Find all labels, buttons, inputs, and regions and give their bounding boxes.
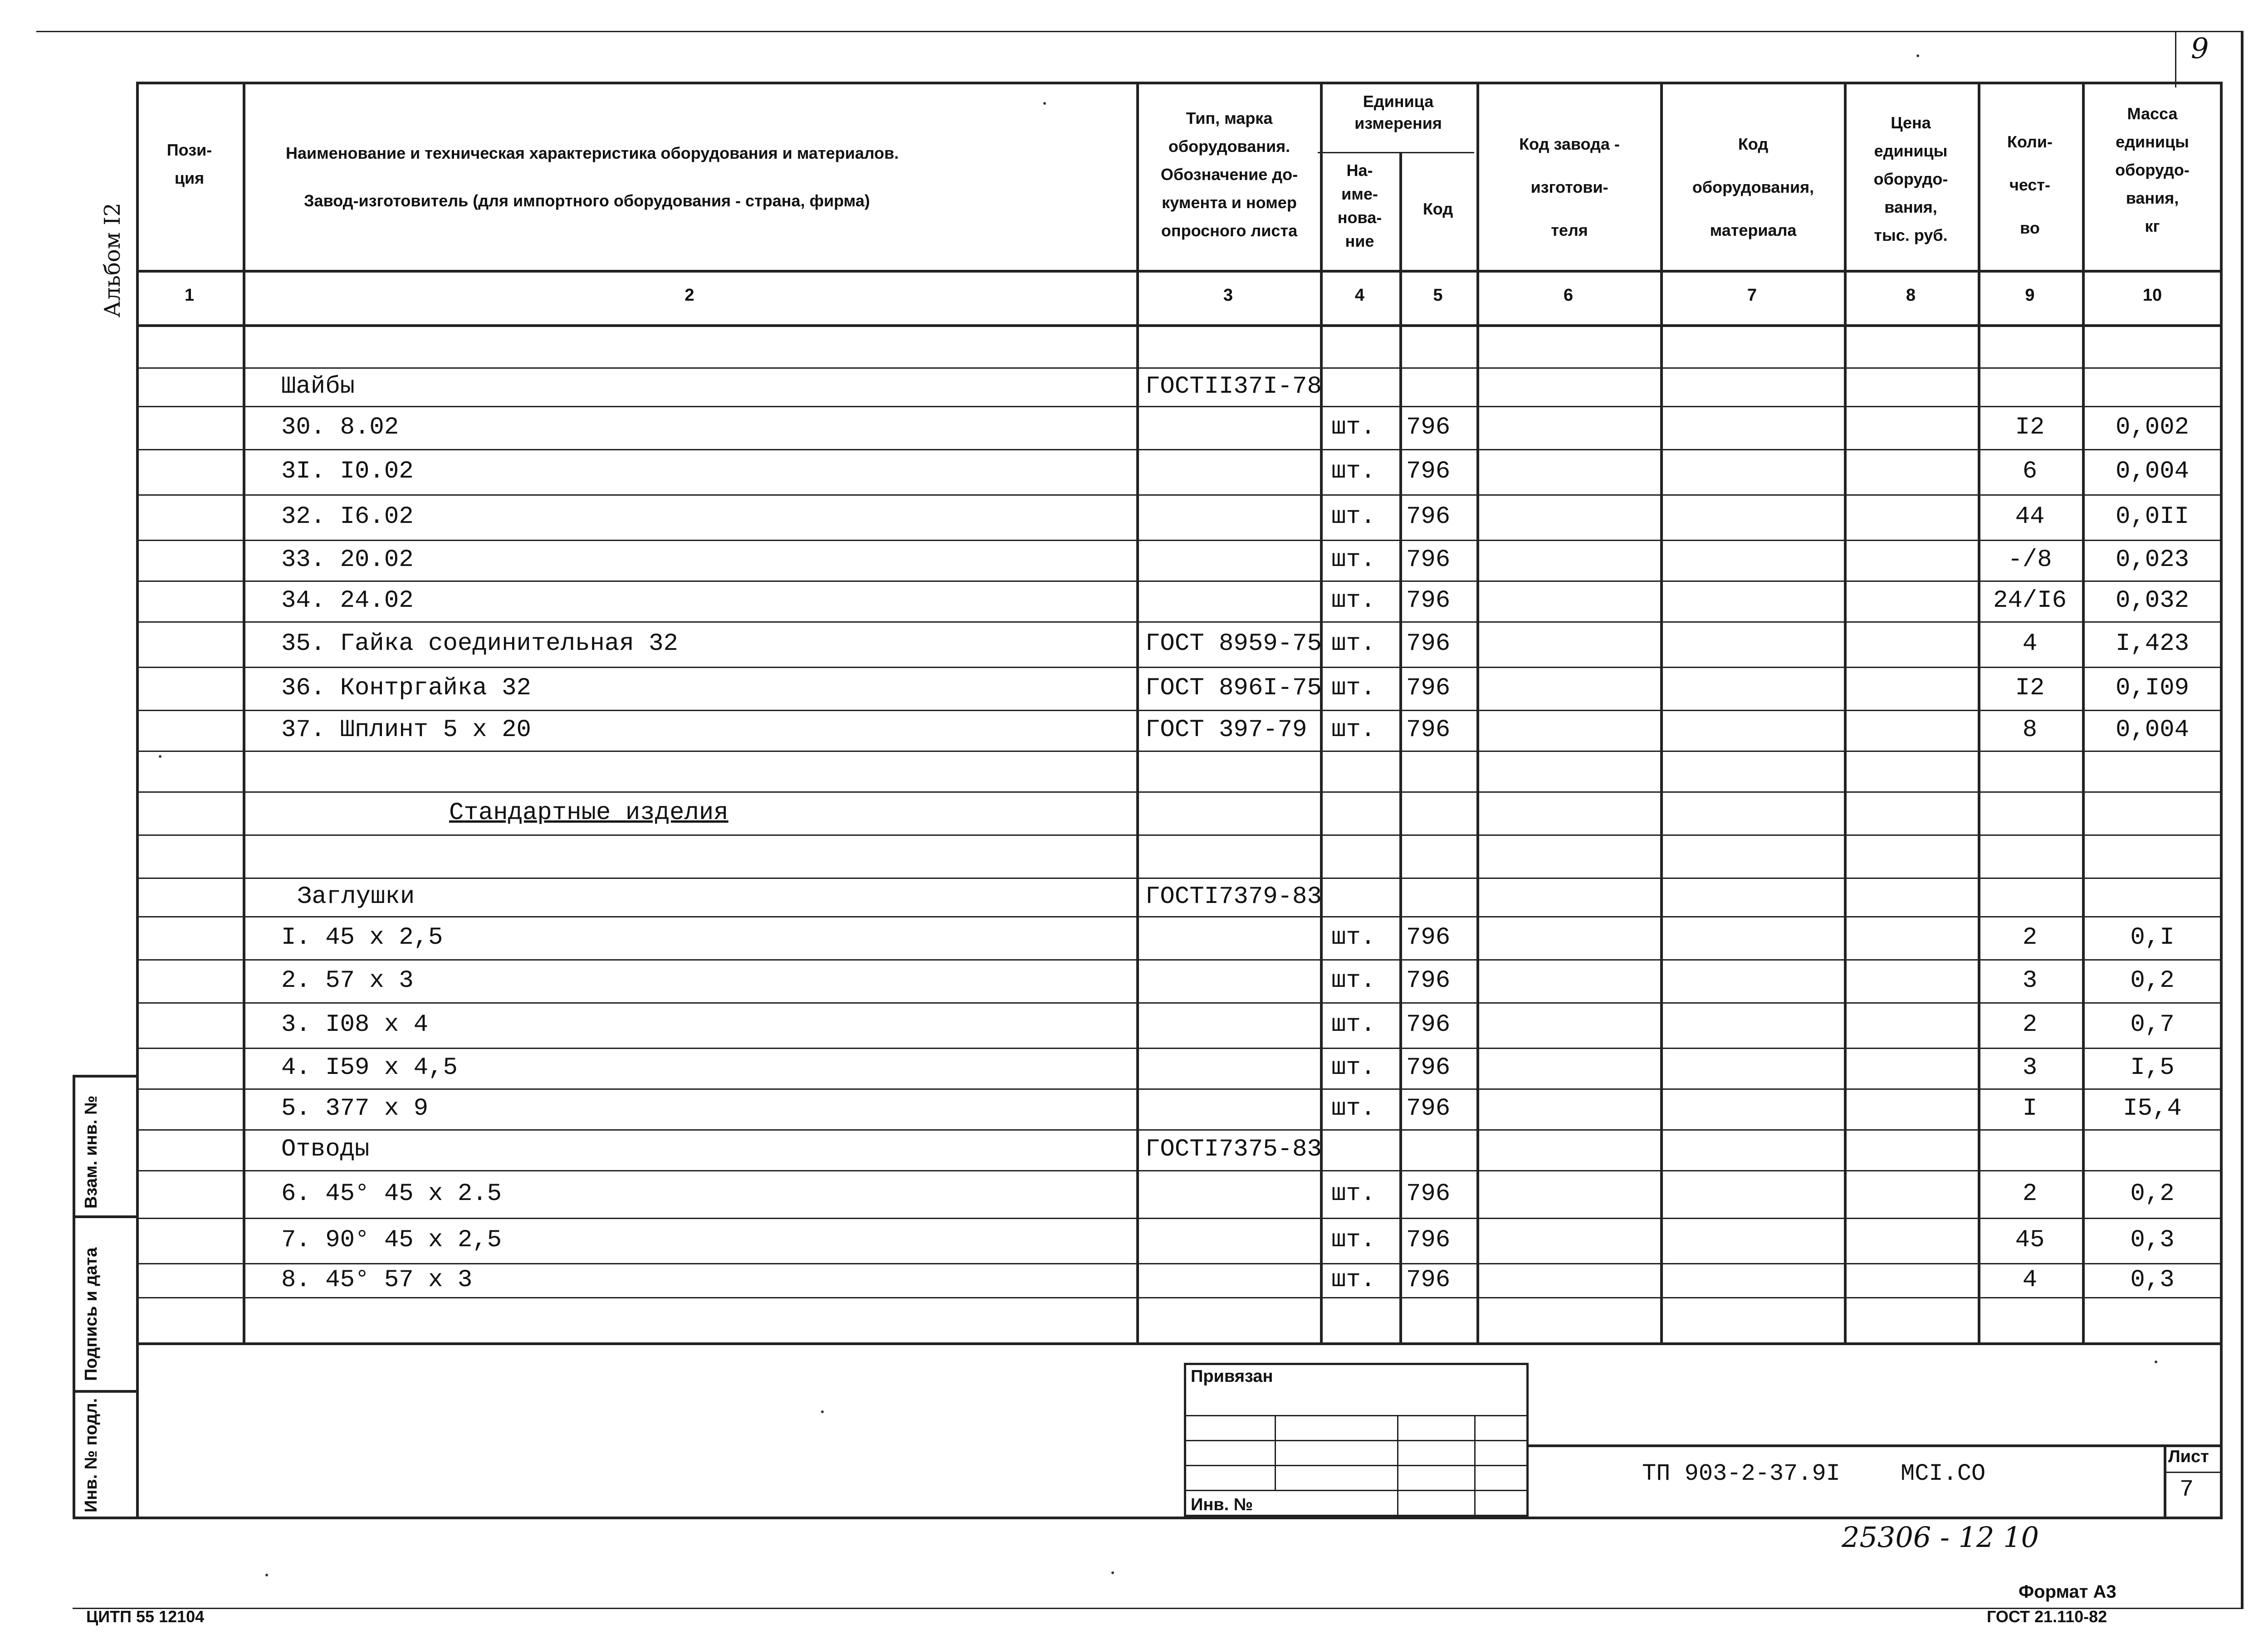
row-unit: шт. <box>1331 716 1376 744</box>
hdr-col9-line3: во <box>2020 219 2040 237</box>
row-mass: 0,3 <box>2130 1226 2175 1254</box>
col-line-9 <box>2082 82 2085 1342</box>
col-line-7 <box>1844 82 1847 1342</box>
hdr-col8-line2: единицы <box>1874 141 1948 160</box>
row-unit: шт. <box>1331 630 1376 658</box>
hdr-col4-line1: На- <box>1346 161 1373 180</box>
col-line-5 <box>1476 82 1479 1342</box>
row-mass: 0,2 <box>2130 1180 2175 1208</box>
row-code: 796 <box>1406 716 1451 744</box>
row-doc: ГОСТII37I-78 <box>1145 372 1322 400</box>
scan-speck <box>265 1574 268 1576</box>
hdr-unit-line1: Единица <box>1363 92 1434 111</box>
side-strip-bottom <box>73 1517 136 1519</box>
row-code: 796 <box>1406 966 1451 995</box>
row-name: Стандартные изделия <box>449 799 728 827</box>
row-name: 4. I59 х 4,5 <box>281 1054 458 1082</box>
stamp-line-2 <box>1184 1440 1529 1441</box>
row-unit: шт. <box>1331 1266 1376 1294</box>
col-line-6 <box>1660 82 1663 1342</box>
row-unit: шт. <box>1331 413 1376 441</box>
row-unit: шт. <box>1331 458 1376 485</box>
row-name: 8. 45° 57 х 3 <box>281 1266 473 1294</box>
colnum-3: 3 <box>1223 286 1233 305</box>
top-rule <box>36 31 2241 32</box>
row-line <box>136 540 2223 541</box>
row-name: 7. 90° 45 х 2,5 <box>281 1226 502 1254</box>
row-line <box>136 834 2223 836</box>
row-code: 796 <box>1406 458 1451 485</box>
colnum-7: 7 <box>1747 286 1757 305</box>
hdr-col6 <box>1479 122 1660 252</box>
sheet-number: 7 <box>2180 1476 2194 1503</box>
hdr-col10-line5: кг <box>2145 217 2160 235</box>
row-name: 36. Контргайка 32 <box>281 674 531 702</box>
row-code: 796 <box>1406 674 1451 702</box>
colnum-bottom-line <box>136 324 2223 327</box>
hdr-col10-line3: оборудо- <box>2115 161 2190 179</box>
row-line <box>136 1218 2223 1219</box>
row-name: 34. 24.02 <box>281 587 414 615</box>
row-line <box>136 1129 2223 1131</box>
bottom-right-label: ГОСТ 21.110-82 <box>1987 1607 2107 1626</box>
hdr-col2 <box>286 129 1134 224</box>
row-doc: ГОСТI7379-83 <box>1145 883 1322 911</box>
row-unit: шт. <box>1331 923 1376 951</box>
hdr-unit-line2: измерения <box>1354 114 1442 132</box>
col-line-4 <box>1399 152 1402 1342</box>
hdr-col10-line2: единицы <box>2116 132 2189 151</box>
doc-mark: МСI.СО <box>1901 1460 1986 1487</box>
sheet-box-divider <box>2164 1472 2223 1473</box>
row-line <box>136 791 2223 793</box>
row-mass: 0,7 <box>2130 1011 2175 1039</box>
table-bottom-line <box>136 1342 2223 1345</box>
row-line <box>136 621 2223 623</box>
colnum-10: 10 <box>2142 286 2162 305</box>
hdr-col1-line1: Пози- <box>166 141 212 159</box>
hdr-col7-line1: Код <box>1738 135 1769 153</box>
row-mass: I,423 <box>2115 630 2190 658</box>
hdr-col10 <box>2082 100 2223 240</box>
hdr-col4-line3: нова- <box>1337 208 1382 227</box>
row-name: 2. 57 х 3 <box>281 966 414 995</box>
hdr-col3-line1: Тип, марка <box>1186 109 1273 127</box>
row-qty: 2 <box>2022 923 2038 951</box>
hdr-col7-line2: оборудования, <box>1692 178 1814 196</box>
row-mass: 0,032 <box>2115 587 2190 615</box>
row-unit: шт. <box>1331 674 1376 702</box>
hdr-col3-line4: кумента и номер <box>1162 193 1297 212</box>
row-qty: 8 <box>2022 716 2038 744</box>
bottom-left-label: ЦИТП 55 12104 <box>86 1607 205 1626</box>
hdr-unit-group <box>1320 91 1476 134</box>
row-unit: шт. <box>1331 966 1376 995</box>
hdr-col6-line2: изготови- <box>1530 178 1608 196</box>
row-doc: ГОСТ 896I-75 <box>1145 674 1322 702</box>
row-line <box>136 878 2223 879</box>
hdr-col7-line3: материала <box>1710 221 1797 239</box>
sheet-label: Лист <box>2168 1447 2209 1466</box>
row-unit: шт. <box>1331 587 1376 615</box>
row-line <box>136 1048 2223 1049</box>
row-name: Шайбы <box>281 372 355 400</box>
hdr-col9-line2: чест- <box>2009 176 2051 194</box>
colnum-6: 6 <box>1563 286 1574 305</box>
hdr-col10-line1: Масса <box>2127 104 2178 123</box>
hdr-col3 <box>1139 104 1320 245</box>
row-unit: шт. <box>1331 546 1376 574</box>
hdr-col4-line4: ние <box>1345 232 1374 250</box>
row-line <box>136 580 2223 582</box>
row-code: 796 <box>1406 1266 1451 1294</box>
row-mass: 0,004 <box>2115 716 2190 744</box>
row-mass: 0,2 <box>2130 966 2175 995</box>
row-code: 796 <box>1406 1095 1451 1122</box>
side-strip-left <box>73 1075 75 1519</box>
row-mass: I,5 <box>2130 1054 2175 1082</box>
bottom-rule <box>73 1608 2241 1609</box>
row-unit: шт. <box>1331 1011 1376 1039</box>
hdr-col4 <box>1320 159 1399 253</box>
colnum-9: 9 <box>2025 286 2035 305</box>
hdr-col4-line2: име- <box>1341 185 1378 203</box>
hdr-col9 <box>1978 120 2082 249</box>
row-name: 32. I6.02 <box>281 503 414 531</box>
row-unit: шт. <box>1331 1054 1376 1082</box>
scan-speck <box>1111 1571 1114 1574</box>
doc-code: ТП 903-2-37.9I <box>1642 1460 1840 1487</box>
hdr-col2-line2: Завод-изготовитель (для импортного оборудования - страна, фирма) <box>304 191 870 210</box>
colnum-1: 1 <box>184 286 195 305</box>
row-line <box>136 1170 2223 1171</box>
row-line <box>136 406 2223 407</box>
hdr-col3-line5: опросного листа <box>1161 221 1298 240</box>
hdr-col10-line4: вания, <box>2126 189 2179 207</box>
hdr-col5: Код <box>1422 200 1453 218</box>
frame-right-outer <box>2241 31 2244 1609</box>
sheet-box-left <box>2164 1444 2166 1517</box>
row-code: 796 <box>1406 587 1451 615</box>
hdr-col8-line4: вания, <box>1884 198 1937 216</box>
col-line-8 <box>1978 82 1980 1342</box>
hdr-col8-line1: Цена <box>1891 113 1931 132</box>
row-name: I. 45 х 2,5 <box>281 923 443 951</box>
row-unit: шт. <box>1331 503 1376 531</box>
row-code: 796 <box>1406 1180 1451 1208</box>
side-label-inventory: Инв. № подл. <box>82 1398 101 1512</box>
row-line <box>136 1297 2223 1298</box>
row-qty: -/8 <box>2008 546 2052 574</box>
row-name: 3I. I0.02 <box>281 458 414 485</box>
hdr-col1 <box>136 136 243 192</box>
title-block-top <box>1529 1444 2223 1447</box>
stamp-vline-3 <box>1474 1415 1476 1517</box>
handwritten-number: 25306 - 12 10 <box>1842 1521 2039 1554</box>
col-line-2 <box>1136 82 1139 1342</box>
row-mass: 0,I09 <box>2115 674 2190 702</box>
header-bottom-line <box>136 270 2223 273</box>
row-name: Заглушки <box>297 883 415 911</box>
row-code: 796 <box>1406 923 1451 951</box>
row-doc: ГОСТ 397-79 <box>1145 716 1307 744</box>
row-name: 6. 45° 45 х 2.5 <box>281 1180 502 1208</box>
row-qty: 3 <box>2022 966 2038 995</box>
row-qty: I <box>2022 1095 2038 1122</box>
row-qty: 45 <box>2015 1226 2045 1254</box>
side-label-signature: Подпись и дата <box>82 1247 101 1381</box>
row-mass: 0,3 <box>2130 1266 2175 1294</box>
hdr-col6-line3: теля <box>1551 221 1588 239</box>
stamp-vline-2 <box>1397 1415 1398 1517</box>
format-label: Формат А3 <box>2019 1582 2116 1602</box>
corner-page-number: 9 <box>2191 32 2209 65</box>
colnum-4: 4 <box>1354 286 1365 305</box>
row-qty: 44 <box>2015 503 2045 531</box>
row-name: 35. Гайка соединительная 32 <box>281 630 678 658</box>
stamp-line-4 <box>1184 1490 1529 1491</box>
row-line <box>136 1088 2223 1090</box>
hdr-col8 <box>1844 109 1978 249</box>
row-doc: ГОСТI7375-83 <box>1145 1136 1322 1163</box>
stamp-line-1 <box>1184 1415 1529 1416</box>
row-line <box>136 667 2223 668</box>
row-unit: шт. <box>1331 1226 1376 1254</box>
row-line <box>136 751 2223 752</box>
scan-speck <box>1043 102 1046 105</box>
row-mass: 0,0II <box>2115 503 2190 531</box>
row-qty: 2 <box>2022 1180 2038 1208</box>
row-mass: 0,I <box>2130 923 2175 951</box>
hdr-col7 <box>1662 122 1844 252</box>
hdr-col9-line1: Коли- <box>2007 132 2053 151</box>
hdr-col6-line1: Код завода - <box>1519 135 1620 153</box>
row-qty: 4 <box>2022 1266 2038 1294</box>
colnum-2: 2 <box>684 286 694 305</box>
row-unit: шт. <box>1331 1095 1376 1122</box>
col-line-1 <box>243 82 245 1342</box>
row-mass: 0,002 <box>2115 413 2190 441</box>
row-mass: 0,004 <box>2115 458 2190 485</box>
row-code: 796 <box>1406 1054 1451 1082</box>
hdr-col8-line5: тыс. руб. <box>1874 226 1948 244</box>
row-unit: шт. <box>1331 1180 1376 1208</box>
row-qty: 24/I6 <box>1993 587 2067 615</box>
side-strip-top <box>73 1075 136 1078</box>
stamp-line-3 <box>1184 1465 1529 1466</box>
row-line <box>136 959 2223 961</box>
row-code: 796 <box>1406 503 1451 531</box>
row-qty: 3 <box>2022 1054 2038 1082</box>
stamp-inv-label: Инв. № <box>1191 1495 1253 1514</box>
scan-speck <box>2155 1361 2157 1363</box>
scan-speck <box>159 755 161 758</box>
row-qty: I2 <box>2015 674 2045 702</box>
row-code: 796 <box>1406 630 1451 658</box>
row-qty: 4 <box>2022 630 2038 658</box>
row-qty: 6 <box>2022 458 2038 485</box>
row-mass: I5,4 <box>2123 1095 2182 1122</box>
scan-speck <box>821 1410 824 1413</box>
hdr-col2-line1: Наименование и техническая характеристика оборудования и материалов. <box>286 144 899 162</box>
side-strip-div1 <box>73 1215 136 1218</box>
scan-speck <box>1916 54 1919 57</box>
hdr-col8-line3: оборудо- <box>1873 170 1948 188</box>
row-code: 796 <box>1406 1011 1451 1039</box>
unit-group-divider <box>1318 152 1474 153</box>
row-name: Отводы <box>281 1136 370 1163</box>
row-code: 796 <box>1406 1226 1451 1254</box>
row-code: 796 <box>1406 546 1451 574</box>
row-name: 37. Шплинт 5 х 20 <box>281 716 531 744</box>
album-label: Альбом I2 <box>100 203 125 317</box>
row-mass: 0,023 <box>2115 546 2190 574</box>
row-line <box>136 710 2223 711</box>
row-name: 30. 8.02 <box>281 413 399 441</box>
row-qty: I2 <box>2015 413 2045 441</box>
row-name: 33. 20.02 <box>281 546 414 574</box>
row-name: 3. I08 х 4 <box>281 1011 429 1039</box>
row-code: 796 <box>1406 413 1451 441</box>
row-line <box>136 916 2223 917</box>
row-line <box>136 1002 2223 1004</box>
corner-box-left <box>2175 31 2176 88</box>
binding-label: Привязан <box>1191 1367 1273 1386</box>
stamp-vline-1 <box>1275 1415 1276 1490</box>
side-label-replacement: Взам. инв. № <box>82 1095 101 1209</box>
row-name: 5. 377 х 9 <box>281 1095 429 1122</box>
row-qty: 2 <box>2022 1011 2038 1039</box>
row-doc: ГОСТ 8959-75 <box>1145 630 1322 658</box>
hdr-col3-line2: оборудования. <box>1168 137 1290 156</box>
colnum-5: 5 <box>1433 286 1443 305</box>
row-line <box>136 494 2223 496</box>
hdr-col3-line3: Обозначение до- <box>1160 165 1298 184</box>
colnum-8: 8 <box>1906 286 1916 305</box>
row-line <box>136 367 2223 369</box>
side-strip-div2 <box>73 1390 136 1393</box>
hdr-col1-line2: ция <box>174 169 205 187</box>
row-line <box>136 449 2223 450</box>
